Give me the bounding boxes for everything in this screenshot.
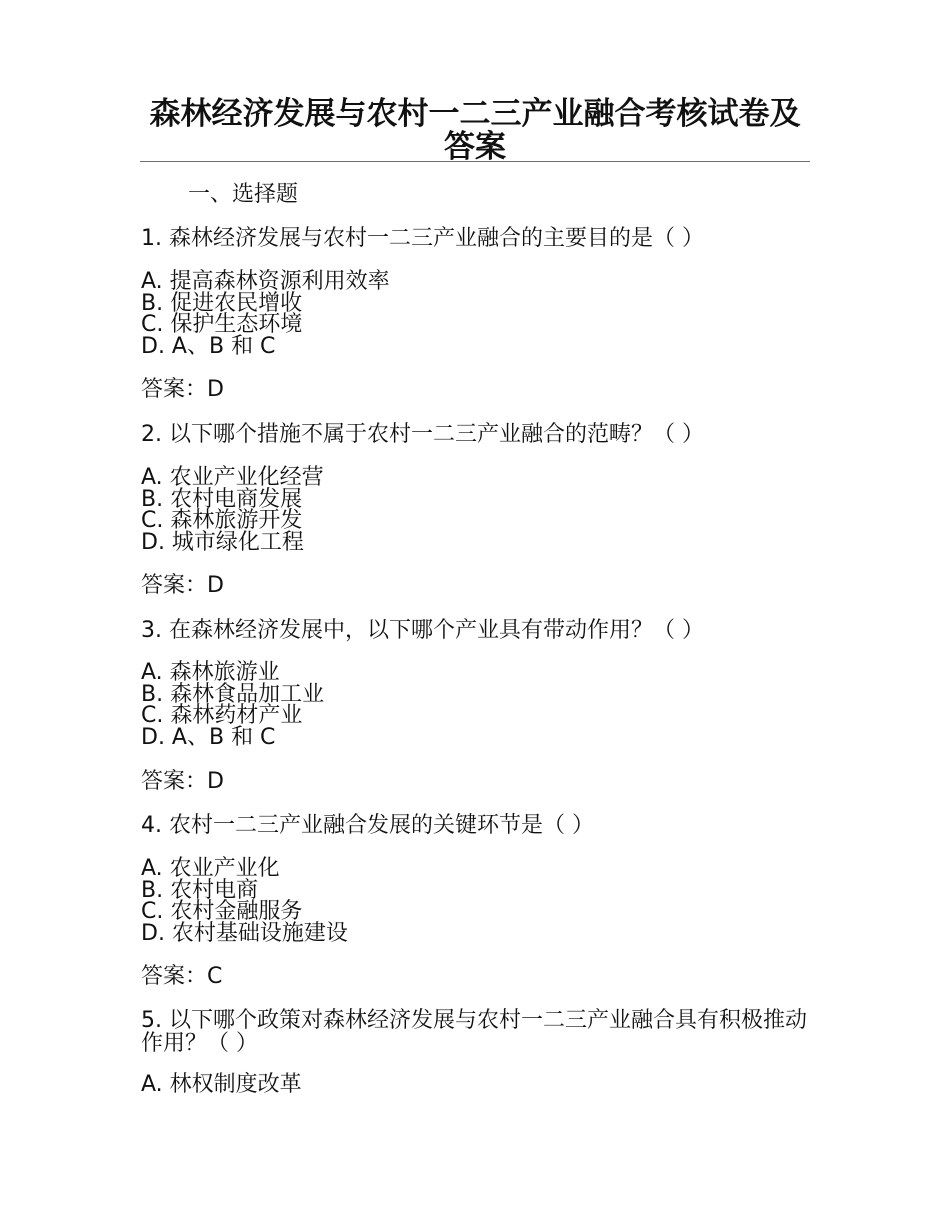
option-a: A. 农业产业化: [141, 856, 280, 881]
option-b: B. 农村电商: [141, 877, 259, 903]
question-3: [141, 616, 811, 646]
question-2-options: [141, 467, 811, 554]
option-b: B. 农村电商发展: [141, 486, 303, 512]
option-a: A. 林权制度改革: [141, 1072, 302, 1097]
option-b: B. 森林食品加工业: [141, 681, 325, 707]
title-underline: [140, 161, 810, 162]
question-5: [141, 1009, 811, 1055]
option-c: C. 森林药材产业: [141, 703, 303, 729]
option-a: A. 森林旅游业: [141, 660, 280, 685]
option-a: A. 提高森林资源利用效率: [141, 269, 390, 294]
question-3-options: [141, 662, 811, 749]
section-heading: 一、选择题: [188, 182, 299, 207]
question-1-options: [141, 271, 811, 358]
option-d: D. 城市绿化工程: [141, 530, 304, 556]
question-text: 3. 在森林经济发展中，以下哪个产业具有带动作用？（ ）: [141, 618, 704, 643]
answer-4: 答案：C: [141, 964, 223, 989]
question-text: 5. 以下哪个政策对森林经济发展与农村一二三产业融合具有积极推动作用？（ ）: [141, 1008, 807, 1056]
question-1: [141, 224, 811, 254]
option-c: C. 保护生态环境: [141, 312, 303, 338]
option-c: C. 农村金融服务: [141, 899, 303, 925]
question-4: [141, 811, 811, 841]
option-c: C. 森林旅游开发: [141, 508, 303, 534]
option-a: A. 农业产业化经营: [141, 465, 324, 490]
option-d: D. A、B 和 C: [141, 725, 276, 751]
document-title: 森林经济发展与农村一二三产业融合考核试卷及答案: [149, 96, 801, 165]
answer-2: 答案：D: [141, 573, 224, 598]
answer-1: 答案：D: [141, 377, 224, 402]
answer-3: 答案：D: [141, 769, 224, 794]
option-d: D. 农村基础设施建设: [141, 921, 348, 947]
question-text: 4. 农村一二三产业融合发展的关键环节是（ ）: [141, 813, 594, 838]
option-d: D. A、B 和 C: [141, 334, 276, 360]
question-5-options: [141, 1070, 811, 1100]
option-b: B. 促进农民增收: [141, 290, 303, 316]
question-text: 1. 森林经济发展与农村一二三产业融合的主要目的是（ ）: [141, 226, 704, 251]
question-2: [141, 420, 811, 450]
question-text: 2. 以下哪个措施不属于农村一二三产业融合的范畴？（ ）: [141, 422, 704, 447]
question-4-options: [141, 858, 811, 945]
